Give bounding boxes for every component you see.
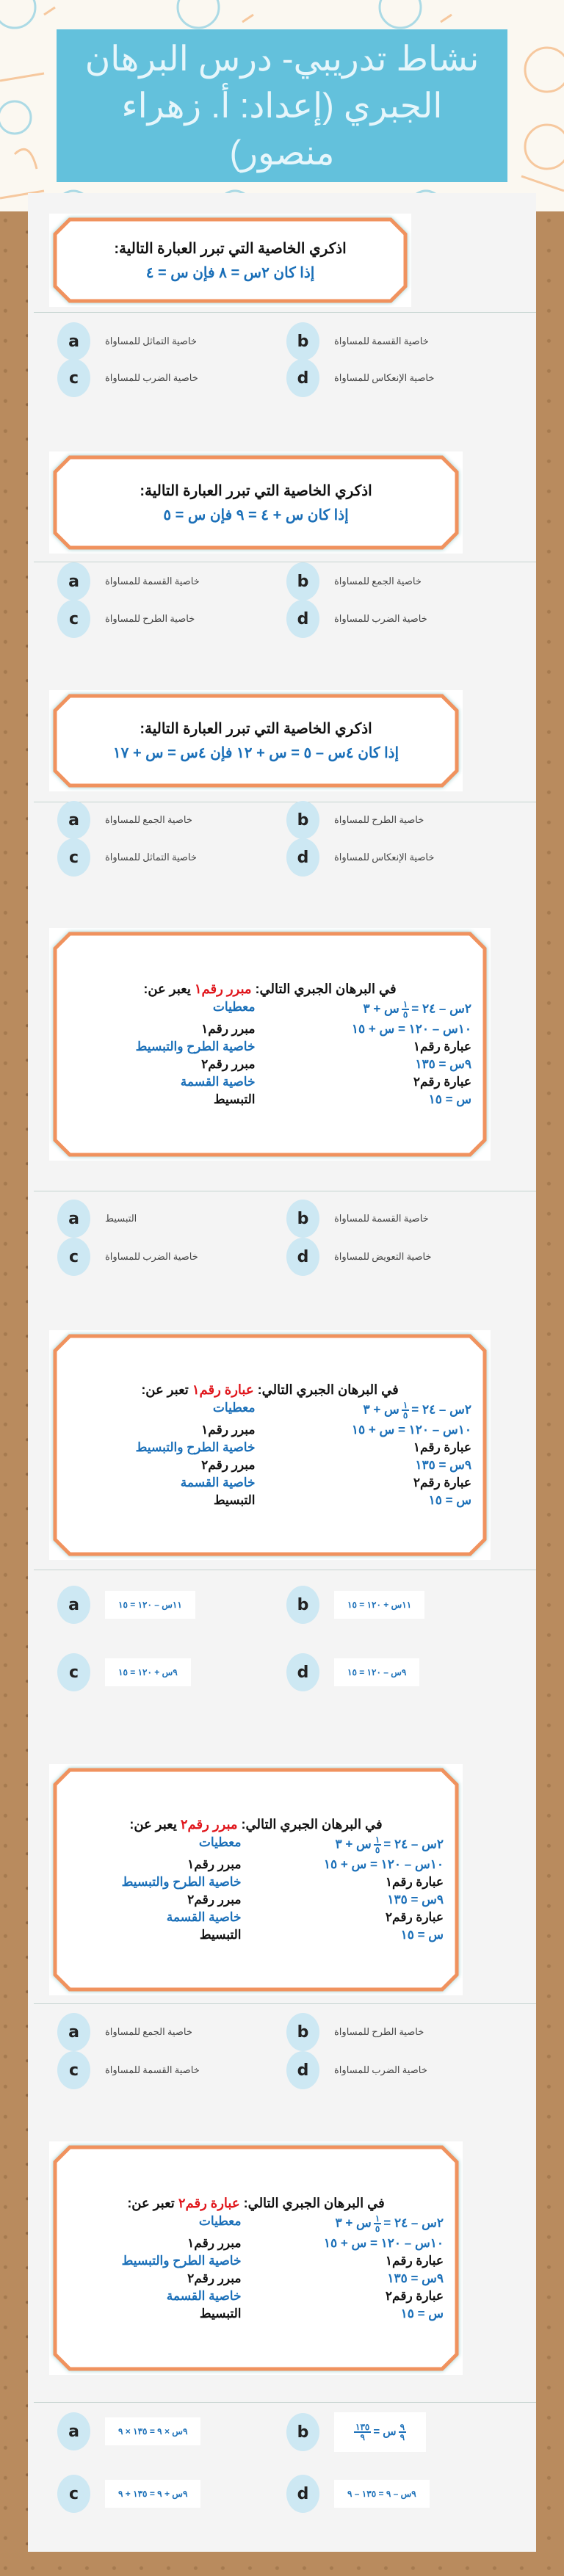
proof-reason: التبسيط: [213, 1493, 256, 1507]
proof-heading-suffix: تعبر عن:: [127, 2195, 175, 2210]
proof-reason: خاصية القسمة: [166, 1910, 242, 1924]
answer-option-a[interactable]: [57, 562, 200, 601]
answer-option-b[interactable]: [286, 562, 422, 601]
proof-reason: معطيات: [198, 1835, 242, 1849]
proof-reason: معطيات: [198, 2213, 242, 2228]
answer-option-d[interactable]: [286, 1653, 419, 1691]
proof-reason: مبرر رقم١: [187, 2235, 242, 2250]
answer-option-a[interactable]: [57, 1586, 195, 1624]
proof-statement: عبارة رقم٢: [385, 1910, 444, 1924]
fraction-denominator: ٥: [375, 2223, 380, 2234]
answer-option-c[interactable]: [57, 1653, 191, 1691]
option-text[interactable]: خاصية القسمة للمساواة: [105, 576, 200, 587]
option-letter-d[interactable]: d: [286, 2051, 319, 2089]
statement-part: س + ٣: [335, 1837, 372, 1851]
proof-reason: خاصية الطرح والتبسيط: [135, 1040, 256, 1053]
question-image-1: [49, 214, 411, 307]
proof-statement: س = ١٥: [400, 1928, 444, 1942]
option-letter-c[interactable]: c: [57, 1238, 90, 1276]
proof-table: [61, 2214, 451, 2321]
question-equation: إذا كان س + ٤ = ٩ فإن س = ٥: [163, 507, 349, 523]
proof-statement: ٩س = ١٣٥: [415, 1458, 471, 1472]
proof-statement: [271, 2214, 444, 2233]
proof-statement: [271, 1835, 444, 1854]
option-middle: س =: [373, 2425, 397, 2438]
proof-reason: التبسيط: [199, 1928, 242, 1942]
option-letter-a[interactable]: a: [57, 1586, 90, 1624]
statement-part: ٢س – ٢٤ =: [411, 1402, 471, 1417]
answer-option-b[interactable]: [286, 801, 424, 839]
question-content: [61, 1338, 479, 1553]
answer-option-b[interactable]: [286, 2013, 424, 2051]
proof-heading-prefix: في البرهان الجبري التالي:: [241, 1817, 383, 1832]
proof-reason: خاصية الطرح والتبسيط: [121, 1875, 242, 1889]
option-letter-d[interactable]: d: [286, 838, 319, 877]
option-fraction: [399, 2423, 406, 2442]
answer-option-d[interactable]: [286, 2051, 427, 2089]
proof-reason: معطيات: [212, 1000, 256, 1014]
proof-statement: عبارة رقم٢: [413, 1476, 471, 1490]
question-equation: إذا كان ٤س – ٥ = س + ١٢ فإن ٤س = س + ١٧: [112, 745, 400, 761]
proof-statement: عبارة رقم١: [413, 1440, 471, 1454]
page-title: نشاط تدريبي- درس البرهان الجبري (إعداد: أ. زهراء منصور): [84, 39, 480, 172]
option-letter-d[interactable]: d: [286, 1238, 319, 1276]
option-text[interactable]: خاصية الضرب للمساواة: [105, 1251, 198, 1262]
fraction-numerator: ١٣٥: [355, 2422, 370, 2432]
statement-part: ٢س – ٢٤ =: [383, 1837, 444, 1851]
option-letter-b[interactable]: b: [286, 2013, 319, 2051]
proof-reason: خاصية الطرح والتبسيط: [135, 1440, 256, 1454]
question-heading: اذكري الخاصية التي تبرر العبارة التالية:: [140, 721, 372, 737]
proof-heading-suffix: يعبر عن:: [129, 1817, 177, 1832]
option-letter-d[interactable]: d: [286, 359, 319, 397]
answer-option-a[interactable]: [57, 2013, 192, 2051]
option-letter-a[interactable]: a: [57, 801, 90, 839]
option-equation[interactable]: ٩س – ١٢٠ = ١٥: [334, 1658, 419, 1686]
option-letter-d[interactable]: d: [286, 600, 319, 638]
proof-statement: ١٠س – ١٢٠ = س + ١٥: [323, 1857, 444, 1871]
proof-statement: س = ١٥: [428, 1092, 471, 1106]
question-image-5: [49, 1330, 491, 1560]
proof-heading-prefix: في البرهان الجبري التالي:: [243, 2195, 385, 2210]
statement-part: س + ٣: [335, 2215, 372, 2229]
proof-statement: س = ١٥: [428, 1493, 471, 1507]
proof-table: [61, 1000, 479, 1107]
header-banner: [0, 0, 564, 211]
option-equation[interactable]: ١١س – ١٢٠ = ١٥: [105, 1591, 195, 1619]
answer-option-a[interactable]: [57, 322, 197, 360]
option-letter-b[interactable]: b: [286, 2413, 319, 2451]
question-content: [61, 221, 400, 300]
proof-reason: خاصية الطرح والتبسيط: [121, 2253, 242, 2268]
proof-statement: ٩س = ١٣٥: [415, 1057, 471, 1071]
option-letter-a[interactable]: a: [57, 562, 90, 601]
proof-reason: معطيات: [212, 1401, 256, 1415]
proof-statement: ١٠س – ١٢٠ = س + ١٥: [351, 1423, 471, 1437]
question-content: [61, 697, 451, 784]
question-image-6: [49, 1764, 463, 1995]
option-letter-d[interactable]: d: [286, 1653, 319, 1691]
proof-heading-highlight: مبرر رقم٢: [180, 1817, 238, 1832]
option-letter-a[interactable]: a: [57, 2412, 90, 2450]
answer-option-b[interactable]: [286, 1586, 424, 1624]
option-letter-d[interactable]: d: [286, 2475, 319, 2513]
proof-statement: عبارة رقم١: [413, 1040, 471, 1053]
answer-option-c[interactable]: [57, 838, 197, 877]
option-letter-c[interactable]: c: [57, 1653, 90, 1691]
proof-reason: مبرر رقم١: [187, 1857, 242, 1871]
question-heading: اذكري الخاصية التي تبرر العبارة التالية:: [114, 240, 347, 257]
option-text[interactable]: خاصية الإنعكاس للمساواة: [334, 372, 435, 383]
proof-heading-highlight: مبرر رقم١: [194, 982, 252, 996]
answer-option-c[interactable]: [57, 600, 195, 638]
option-text[interactable]: خاصية القسمة للمساواة: [334, 1213, 429, 1224]
answer-option-c[interactable]: [57, 2475, 200, 2513]
proof-reason: مبرر رقم١: [201, 1022, 256, 1036]
proof-reason: خاصية القسمة: [180, 1476, 256, 1490]
answer-option-a[interactable]: [57, 2412, 200, 2450]
answer-option-b[interactable]: [286, 322, 429, 360]
question-image-7: [49, 2141, 463, 2375]
proof-reason: التبسيط: [199, 2306, 242, 2321]
proof-reason: التبسيط: [213, 1092, 256, 1106]
option-letter-b[interactable]: b: [286, 322, 319, 360]
option-text[interactable]: خاصية الطرح للمساواة: [334, 2026, 424, 2037]
option-letter-c[interactable]: c: [57, 2475, 90, 2513]
proof-reason: مبرر رقم٢: [187, 2271, 242, 2285]
proof-heading: [61, 1817, 451, 1832]
answer-option-d[interactable]: [286, 838, 434, 877]
question-image-4: [49, 928, 491, 1161]
proof-statement: س = ١٥: [400, 2306, 444, 2321]
option-text[interactable]: خاصية التعويض للمساواة: [334, 1251, 432, 1262]
proof-reason: مبرر رقم٢: [201, 1458, 256, 1472]
proof-reason: مبرر رقم١: [201, 1423, 256, 1437]
option-text[interactable]: خاصية الجمع للمساواة: [105, 814, 192, 825]
question-equation: إذا كان ٢س = ٨ فإن س = ٤: [145, 264, 315, 281]
statement-fraction: [374, 1835, 381, 1854]
fraction-denominator: ٩: [400, 2432, 405, 2442]
option-equation[interactable]: ٩س + ٩ = ١٣٥ + ٩: [105, 2480, 200, 2508]
question-image-3: [49, 690, 463, 791]
option-letter-c[interactable]: c: [57, 838, 90, 877]
proof-statement: عبارة رقم٢: [413, 1075, 471, 1089]
proof-table: [61, 1401, 479, 1508]
question-content: [61, 1771, 451, 1988]
statement-fraction: [402, 1000, 409, 1019]
quiz-panel: [28, 193, 536, 2552]
option-text[interactable]: خاصية الضرب للمساواة: [334, 2064, 427, 2075]
proof-heading-suffix: تعبر عن:: [141, 1382, 189, 1397]
proof-table: [61, 1835, 451, 1942]
proof-statement: عبارة رقم٢: [385, 2288, 444, 2303]
answer-option-d[interactable]: [286, 359, 434, 397]
option-text[interactable]: خاصية الطرح للمساواة: [334, 814, 424, 825]
proof-statement: عبارة رقم١: [385, 1875, 444, 1889]
option-text[interactable]: خاصية الجمع للمساواة: [105, 2026, 192, 2037]
proof-reason: خاصية القسمة: [166, 2288, 242, 2303]
option-equation[interactable]: ٩س – ٩ = ١٣٥ – ٩: [334, 2480, 430, 2508]
proof-statement: [285, 1401, 472, 1420]
question-heading: اذكري الخاصية التي تبرر العبارة التالية:: [140, 482, 372, 499]
proof-statement: عبارة رقم١: [385, 2253, 444, 2268]
answer-option-d[interactable]: [286, 600, 427, 638]
option-text[interactable]: خاصية التماثل للمساواة: [105, 335, 197, 347]
option-letter-a[interactable]: a: [57, 322, 90, 360]
answer-option-c[interactable]: [57, 359, 198, 397]
option-letter-b[interactable]: b: [286, 801, 319, 839]
proof-statement: ١٠س – ١٢٠ = س + ١٥: [323, 2235, 444, 2250]
proof-reason: خاصية القسمة: [180, 1075, 256, 1089]
option-equation[interactable]: [334, 2412, 426, 2452]
fraction-numerator: ١: [375, 1835, 380, 1845]
option-equation[interactable]: ١١س + ١٢٠ = ١٥: [334, 1591, 424, 1619]
fraction-denominator: ٥: [402, 1410, 408, 1421]
question-content: [61, 459, 451, 546]
question-image-2: [49, 451, 463, 554]
answer-option-d[interactable]: [286, 1238, 432, 1276]
answer-option-b[interactable]: [286, 2412, 426, 2452]
answer-option-d[interactable]: [286, 2475, 430, 2513]
proof-heading: [61, 982, 479, 997]
option-text[interactable]: خاصية الإنعكاس للمساواة: [334, 852, 435, 863]
proof-heading-suffix: يعبر عن:: [143, 982, 191, 996]
statement-part: ٢س – ٢٤ =: [383, 2215, 444, 2229]
option-text[interactable]: خاصية الضرب للمساواة: [334, 613, 427, 624]
section-divider: [34, 312, 536, 313]
proof-heading-prefix: في البرهان الجبري التالي:: [257, 1382, 399, 1397]
option-letter-b[interactable]: b: [286, 1586, 319, 1624]
statement-part: س + ٣: [363, 1402, 400, 1417]
option-text[interactable]: خاصية الضرب للمساواة: [105, 372, 198, 383]
page-title-box: [57, 29, 507, 182]
option-letter-a[interactable]: a: [57, 2013, 90, 2051]
option-letter-b[interactable]: b: [286, 1200, 319, 1238]
fraction-numerator: ١: [375, 2213, 380, 2224]
proof-reason: مبرر رقم٢: [187, 1893, 242, 1906]
option-letter-c[interactable]: c: [57, 2051, 90, 2089]
option-letter-b[interactable]: b: [286, 562, 319, 601]
fraction-numerator: ١: [402, 999, 408, 1009]
proof-heading: [61, 1382, 479, 1398]
proof-reason: مبرر رقم٢: [201, 1057, 256, 1071]
option-text[interactable]: خاصية الطرح للمساواة: [105, 613, 195, 624]
proof-heading-highlight: عبارة رقم١: [192, 1382, 254, 1397]
answer-option-c[interactable]: [57, 2051, 200, 2089]
fraction-numerator: ١: [402, 1400, 408, 1410]
proof-statement: ١٠س – ١٢٠ = س + ١٥: [351, 1022, 471, 1036]
option-fraction: [354, 2423, 371, 2442]
option-letter-c[interactable]: c: [57, 600, 90, 638]
answer-option-b[interactable]: [286, 1200, 429, 1238]
option-text[interactable]: خاصية التماثل للمساواة: [105, 852, 197, 863]
statement-fraction: [402, 1401, 409, 1420]
answer-option-c[interactable]: [57, 1238, 198, 1276]
proof-statement: ٩س = ١٣٥: [387, 2271, 444, 2285]
option-text[interactable]: خاصية القسمة للمساواة: [105, 2064, 200, 2075]
question-content: [61, 935, 479, 1153]
proof-heading-prefix: في البرهان الجبري التالي:: [255, 982, 397, 996]
proof-heading-highlight: عبارة رقم٢: [178, 2195, 240, 2210]
option-letter-c[interactable]: c: [57, 359, 90, 397]
fraction-denominator: ٩: [360, 2432, 365, 2442]
answer-option-a[interactable]: [57, 1200, 137, 1238]
option-text[interactable]: التبسيط: [105, 1213, 137, 1224]
section-divider: [34, 2402, 536, 2403]
option-text[interactable]: خاصية الجمع للمساواة: [334, 576, 422, 587]
fraction-numerator: ٩: [400, 2422, 405, 2432]
statement-part: ٢س – ٢٤ =: [411, 1001, 471, 1016]
fraction-denominator: ٥: [402, 1009, 408, 1020]
statement-fraction: [374, 2214, 381, 2233]
option-text[interactable]: خاصية القسمة للمساواة: [334, 335, 429, 347]
question-content: [61, 2149, 451, 2368]
statement-part: س + ٣: [363, 1001, 400, 1016]
option-equation[interactable]: ٩س × ٩ = ١٣٥ × ٩: [105, 2417, 200, 2445]
option-equation[interactable]: ٩س + ١٢٠ = ١٥: [105, 1658, 191, 1686]
option-letter-a[interactable]: a: [57, 1200, 90, 1238]
fraction-denominator: ٥: [375, 1845, 380, 1855]
section-divider: [34, 2003, 536, 2004]
proof-heading: [61, 2196, 451, 2211]
answer-option-a[interactable]: [57, 801, 192, 839]
proof-statement: ٩س = ١٣٥: [387, 1893, 444, 1906]
proof-statement: [285, 1000, 472, 1019]
